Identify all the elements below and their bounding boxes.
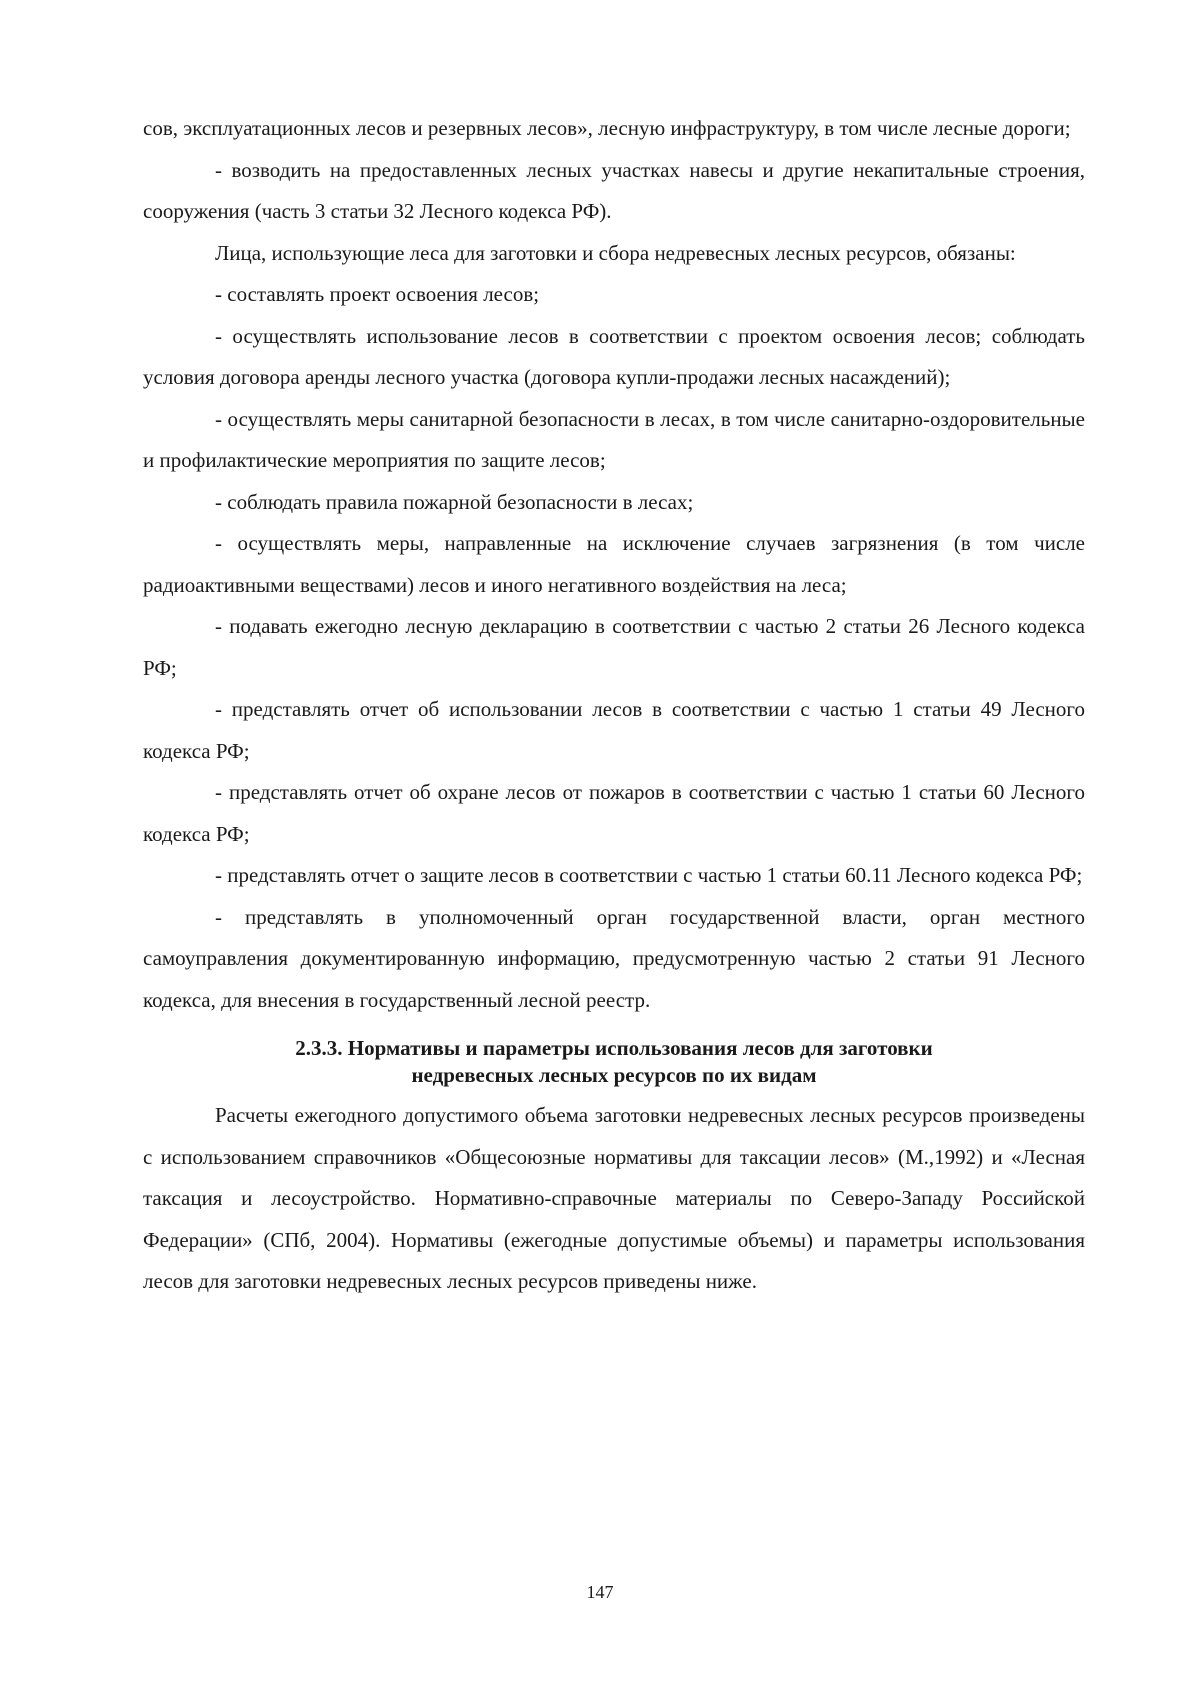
paragraph: - представлять в уполномоченный орган государственной власти, орган местного самоуправления документированную информацию, предусмотренную частью 2 статьи 91 Лесного кодекса, для внесения в государственный лесной реестр. (143, 904, 1085, 1012)
obligations-list (143, 108, 1085, 1021)
section-heading (143, 1035, 1085, 1089)
paragraph: - осуществлять меры, направленные на исключение случаев загрязнения (в том числе радиоактивными веществами) лесов и иного негативного воздействия на леса; (143, 531, 1085, 597)
paragraph: - составлять проект освоения лесов; (215, 282, 540, 306)
paragraph: - возводить на предоставленных лесных участках навесы и другие некапитальные строения, сооружения (часть 3 статьи 32 Лесного кодекса РФ). (143, 157, 1085, 223)
section-heading-line2: недревесных лесных ресурсов по их видам (411, 1063, 817, 1087)
paragraph: - осуществлять использование лесов в соответствии с проектом освоения лесов; соблюдать условия договора аренды лесного участка (договора купли-продажи лесных насаждений); (143, 323, 1085, 389)
paragraph: - представлять отчет об охране лесов от пожаров в соответствии с частью 1 статьи 60 Лесного кодекса РФ; (143, 780, 1085, 846)
page-number: 147 (586, 1582, 614, 1602)
paragraph: - представлять отчет о защите лесов в соответствии с частью 1 статьи 60.11 Лесного кодекса РФ; (215, 863, 1083, 887)
paragraph: - осуществлять меры санитарной безопасности в лесах, в том числе санитарно-оздоровительные и профилактические мероприятия по защите лесов; (143, 406, 1085, 472)
paragraph: Лица, использующие леса для заготовки и сбора недревесных лесных ресурсов, обязаны: (215, 240, 1016, 265)
section-body (143, 1095, 1085, 1303)
paragraph: - представлять отчет об использовании лесов в соответствии с частью 1 статьи 49 Лесного кодекса РФ; (143, 697, 1085, 763)
paragraph: Расчеты ежегодного допустимого объема заготовки недревесных лесных ресурсов произведены с использованием справочников «Общесоюзные нормативы для таксации лесов» (М.,1992) и «Лесная таксация и лесоустройство. Нормативно-справочные материалы по Северо-Западу Российской Федерации» (СПб, 2004). Нормативы (ежегодные допустимые объемы) и параметры использования лесов для заготовки недревесных лесных ресурсов приведены ниже. (143, 1103, 1085, 1293)
paragraph: - соблюдать правила пожарной безопасности в лесах; (215, 489, 694, 514)
section-heading-line1: 2.3.3. Нормативы и параметры использования лесов для заготовки (295, 1036, 933, 1060)
body-text (143, 108, 1085, 1303)
paragraph: - подавать ежегодно лесную декларацию в соответствии с частью 2 статьи 26 Лесного кодекса РФ; (143, 614, 1085, 680)
paragraph: сов, эксплуатационных лесов и резервных лесов», лесную инфраструктуру, в том числе лесные дороги; (143, 116, 1071, 140)
